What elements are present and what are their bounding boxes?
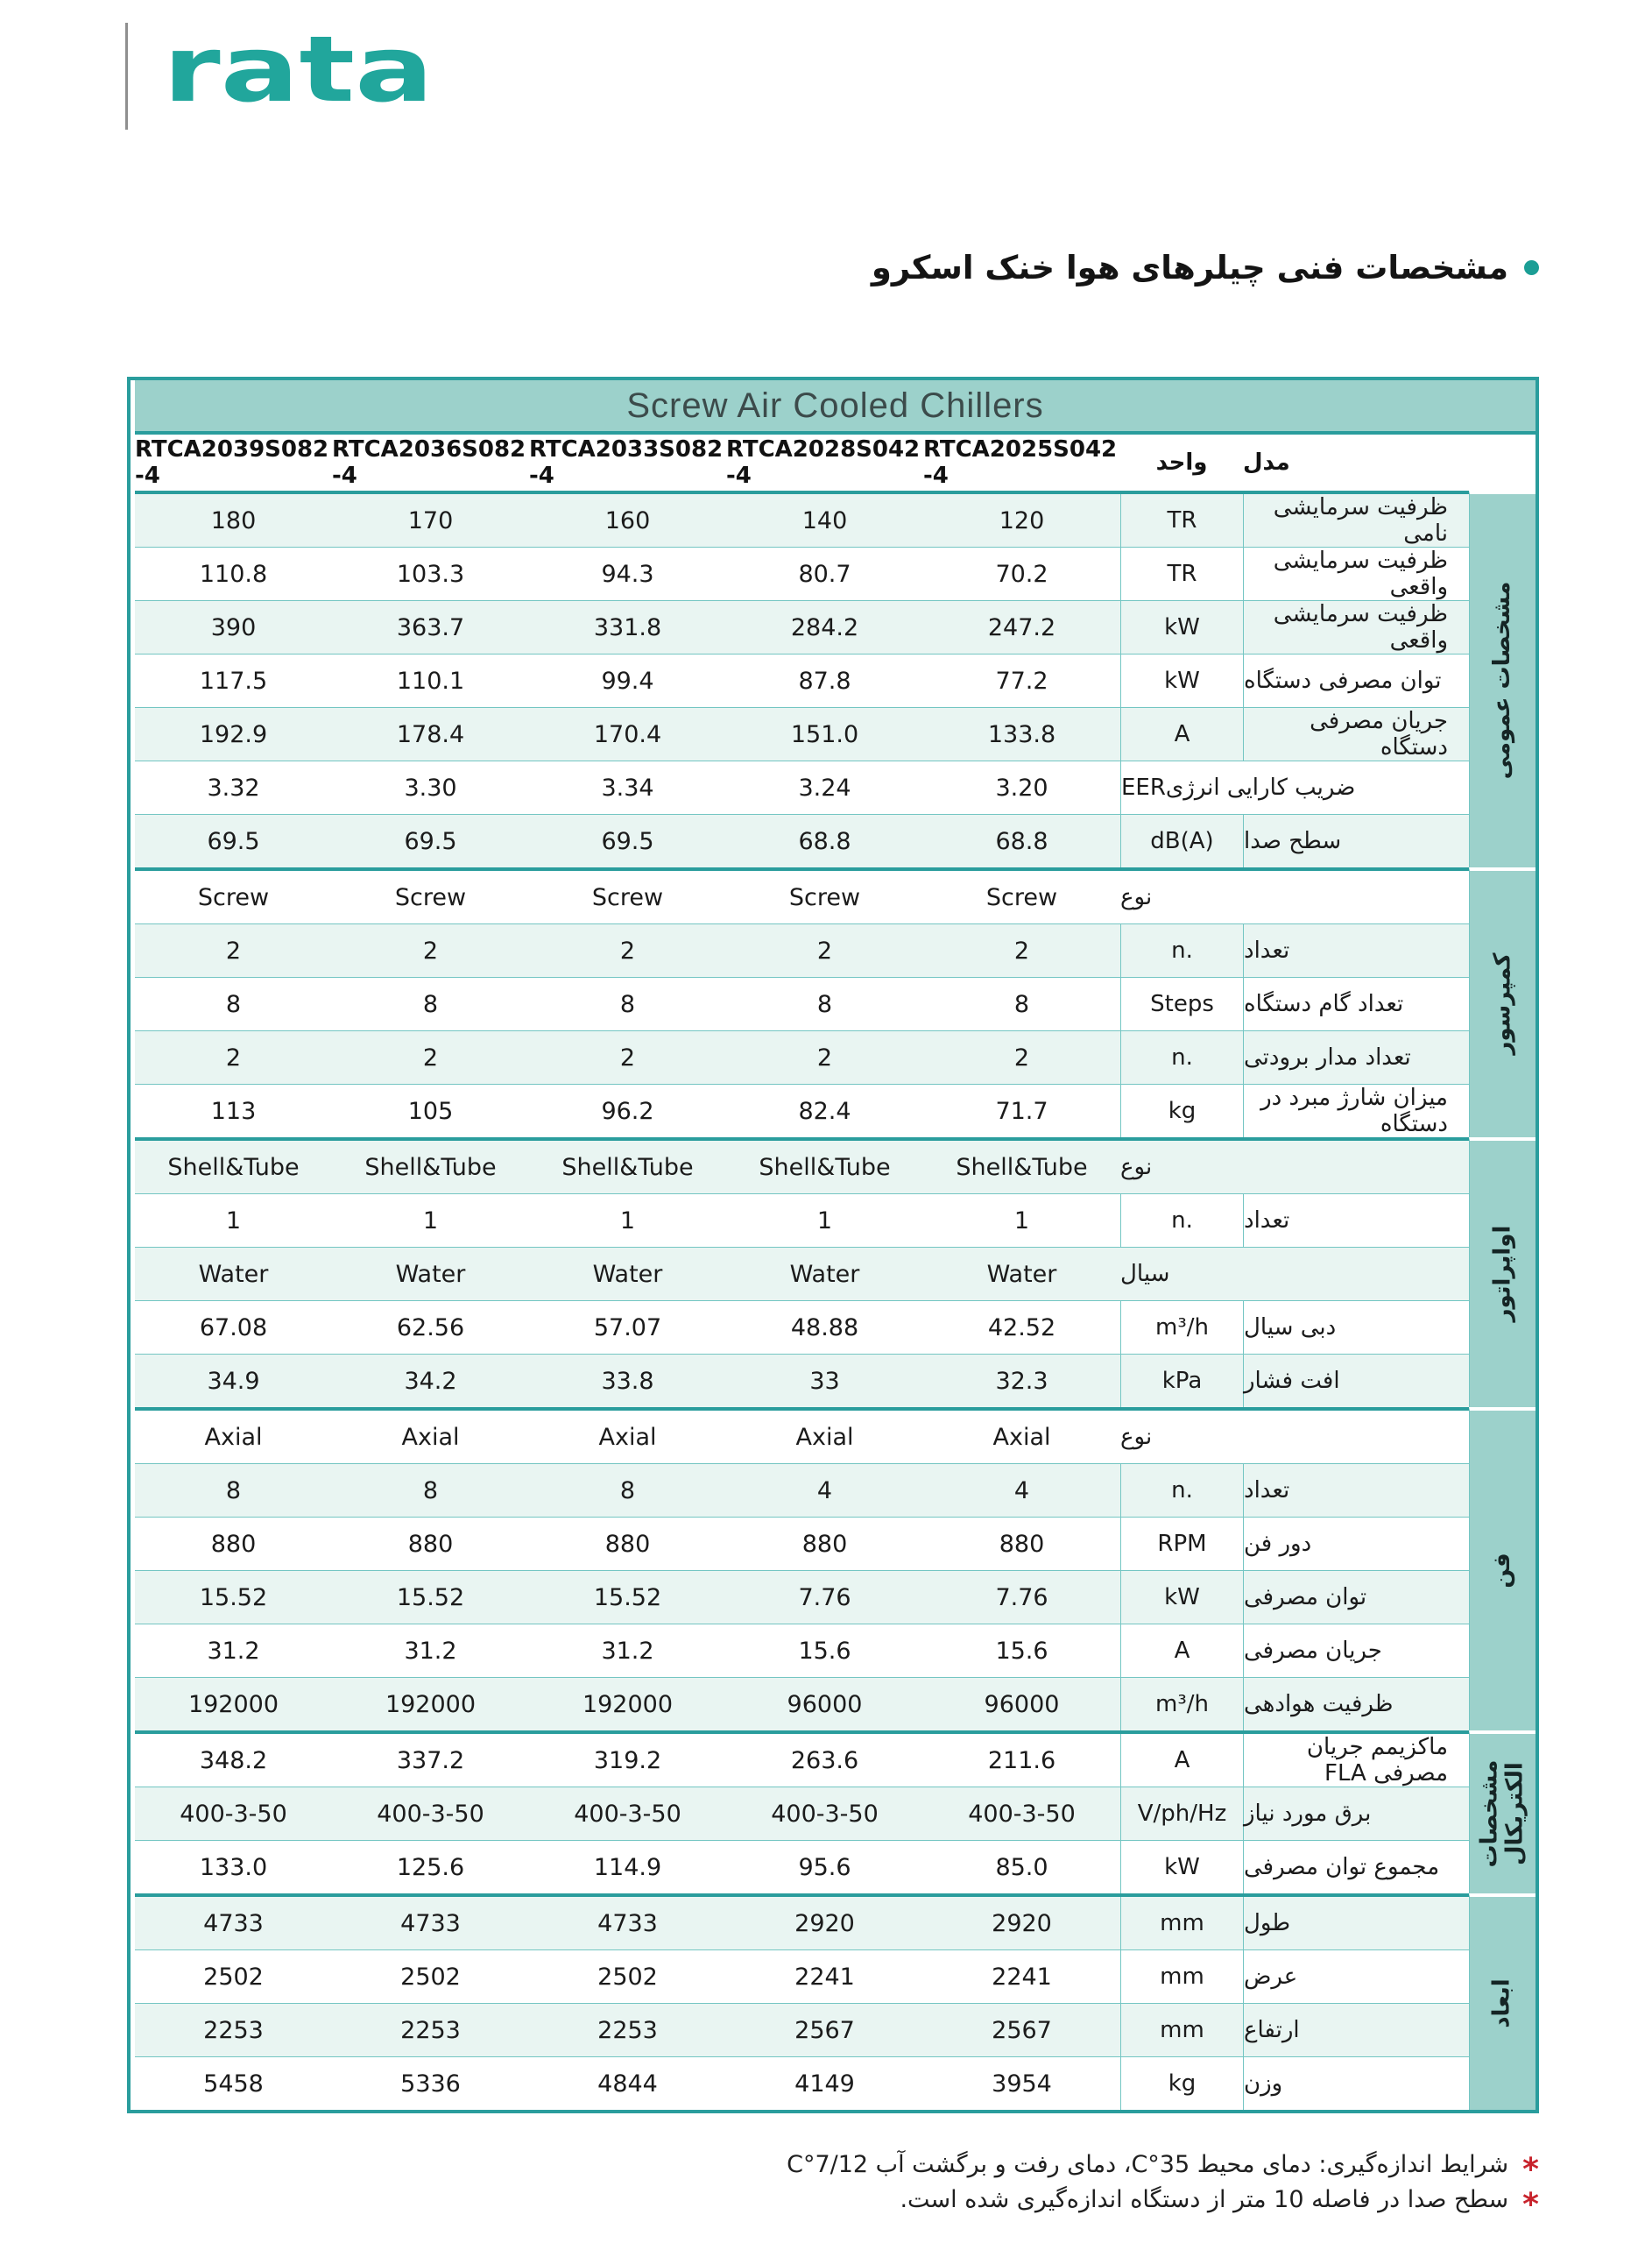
row-label: تعداد — [1243, 1464, 1469, 1517]
unit-cell: kW — [1120, 655, 1243, 707]
value-cell: 3.32 — [207, 774, 260, 802]
value-cell: 2241 — [992, 1963, 1052, 1991]
unit-cell: dB(A) — [1120, 815, 1243, 867]
row-label: جریان مصرفی دستگاه — [1243, 708, 1469, 761]
value-cell: 2502 — [203, 1963, 264, 1991]
unit-cell: A — [1120, 1734, 1243, 1787]
row-label: جریان مصرفی — [1243, 1624, 1469, 1677]
value-cell: Shell&Tube — [759, 1153, 891, 1181]
table-row — [135, 1084, 1469, 1137]
value-cell: 67.08 — [199, 1313, 268, 1341]
row-label: دبی سیال — [1243, 1301, 1469, 1354]
row-label: سطح صدا — [1243, 815, 1469, 867]
group-label: مشخصات عمومی — [1488, 582, 1515, 780]
value-cell: 400-3-50 — [968, 1800, 1076, 1828]
value-cell: 80.7 — [798, 560, 851, 588]
value-cell: Screw — [197, 883, 270, 911]
value-cell: Axial — [401, 1423, 460, 1451]
model-column-header: مدل — [1243, 449, 1290, 476]
page-title: مشخصات فنی چیلرهای هوا خنک اسکرو — [871, 249, 1508, 287]
row-label: برق مورد نیاز — [1243, 1787, 1469, 1840]
table-sections — [135, 491, 1536, 2110]
value-cell: 4733 — [203, 1909, 264, 1937]
unit-cell: A — [1120, 708, 1243, 761]
group-cell — [1469, 1730, 1536, 1893]
table-row — [135, 871, 1469, 923]
value-cell: 2 — [619, 937, 636, 965]
section — [135, 1730, 1536, 1893]
row-label: تعداد — [1243, 924, 1469, 977]
value-cell: 96.2 — [601, 1097, 654, 1125]
value-cell: Shell&Tube — [956, 1153, 1088, 1181]
footnote-text: شرایط اندازه‌گیری: دمای محیط 35°C، دمای رفت و برگشت آب 7/12°C — [787, 2151, 1509, 2178]
table-row — [135, 2056, 1469, 2110]
value-cell: 32.3 — [995, 1367, 1048, 1395]
value-cell: 110.1 — [396, 667, 465, 695]
value-cell: 211.6 — [987, 1746, 1056, 1774]
value-cell: 8 — [1013, 990, 1030, 1018]
table-row — [135, 600, 1469, 654]
value-cell: 31.2 — [601, 1637, 654, 1665]
row-label: طول — [1243, 1897, 1469, 1949]
value-cell: 2567 — [794, 2016, 855, 2044]
table-row — [135, 977, 1469, 1030]
unit-cell: kg — [1120, 2057, 1243, 2110]
value-cell: 69.5 — [207, 827, 260, 855]
value-cell: 2502 — [597, 1963, 658, 1991]
value-cell: 3.30 — [404, 774, 457, 802]
value-cell: 348.2 — [199, 1746, 268, 1774]
value-cell: 70.2 — [995, 560, 1048, 588]
unit-cell: TR — [1120, 494, 1243, 547]
value-cell: 33.8 — [601, 1367, 654, 1395]
value-cell: 160 — [604, 506, 651, 534]
row-label: نوع — [1120, 884, 1153, 910]
value-cell: Axial — [598, 1423, 657, 1451]
table-title: Screw Air Cooled Chillers — [135, 380, 1536, 435]
value-cell: 363.7 — [396, 613, 465, 641]
value-cell: 2 — [225, 937, 242, 965]
value-cell: 140 — [801, 506, 848, 534]
group-cell — [1469, 1137, 1536, 1407]
value-cell: 71.7 — [995, 1097, 1048, 1125]
table-row — [135, 707, 1469, 761]
value-cell: 69.5 — [404, 827, 457, 855]
table-row — [135, 761, 1469, 814]
value-cell: 95.6 — [798, 1853, 851, 1881]
value-cell: 8 — [816, 990, 833, 1018]
page-title-row — [872, 249, 1539, 287]
table-row — [135, 923, 1469, 977]
value-cell: 31.2 — [207, 1637, 260, 1665]
unit-cell: TR — [1120, 548, 1243, 600]
table-row — [135, 814, 1469, 867]
value-cell: 170.4 — [593, 720, 662, 748]
unit-cell: kW — [1120, 1571, 1243, 1624]
model-name: RTCA2028S042 -4 — [726, 436, 921, 489]
value-cell: 284.2 — [790, 613, 859, 641]
group-cell — [1469, 1893, 1536, 2110]
row-label: میزان شارژ مبرد در دستگاه — [1243, 1085, 1469, 1137]
model-header-row — [135, 435, 1536, 491]
value-cell: 1 — [1013, 1206, 1030, 1235]
value-cell: 120 — [999, 506, 1045, 534]
value-cell: 337.2 — [396, 1746, 465, 1774]
value-cell: 77.2 — [995, 667, 1048, 695]
value-cell: 192000 — [385, 1690, 477, 1718]
table-row — [135, 1677, 1469, 1730]
value-cell: 15.52 — [396, 1583, 465, 1611]
table-row — [135, 547, 1469, 600]
unit-cell: mm — [1120, 1950, 1243, 2003]
value-cell: 62.56 — [396, 1313, 465, 1341]
row-label: ارتفاع — [1243, 2004, 1469, 2056]
value-cell: 2920 — [992, 1909, 1052, 1937]
value-cell: 247.2 — [987, 613, 1056, 641]
row-label: توان مصرفی — [1243, 1571, 1469, 1624]
group-label: ابعاد — [1488, 1978, 1515, 2028]
value-cell: Water — [789, 1260, 860, 1288]
value-cell: 82.4 — [798, 1097, 851, 1125]
value-cell: 4733 — [597, 1909, 658, 1937]
unit-cell: kPa — [1120, 1355, 1243, 1407]
section — [135, 867, 1536, 1137]
value-cell: 400-3-50 — [574, 1800, 681, 1828]
value-cell: 99.4 — [601, 667, 654, 695]
section-rows — [135, 1137, 1469, 1407]
value-cell: 2 — [422, 1044, 439, 1072]
value-cell: 3.34 — [601, 774, 654, 802]
value-cell: 4149 — [794, 2070, 855, 2098]
value-cell: 1 — [619, 1206, 636, 1235]
value-cell: Axial — [992, 1423, 1051, 1451]
value-cell: 8 — [225, 990, 242, 1018]
value-cell: 2 — [1013, 937, 1030, 965]
row-label: ظرفیت سرمایشی واقعی — [1243, 548, 1469, 600]
table-row — [135, 1463, 1469, 1517]
table-row — [135, 654, 1469, 707]
section — [135, 1137, 1536, 1407]
row-label: نوع — [1120, 1424, 1153, 1450]
value-cell: Screw — [591, 883, 664, 911]
value-cell: 125.6 — [396, 1853, 465, 1881]
value-cell: Screw — [985, 883, 1058, 911]
value-cell: 33 — [809, 1367, 840, 1395]
value-cell: 96000 — [984, 1690, 1060, 1718]
value-cell: 68.8 — [995, 827, 1048, 855]
value-cell: 192000 — [582, 1690, 674, 1718]
table-row — [135, 1517, 1469, 1570]
value-cell: 2 — [422, 937, 439, 965]
table-row — [135, 1840, 1469, 1893]
value-cell: 4733 — [400, 1909, 461, 1937]
unit-cell: n. — [1120, 1194, 1243, 1247]
value-cell: 7.76 — [995, 1583, 1048, 1611]
value-cell: 2 — [1013, 1044, 1030, 1072]
value-cell: 2567 — [992, 2016, 1052, 2044]
value-cell: 400-3-50 — [377, 1800, 484, 1828]
value-cell: 1 — [422, 1206, 439, 1235]
unit-cell: Steps — [1120, 978, 1243, 1030]
value-cell: 15.52 — [593, 1583, 662, 1611]
unit-cell: V/ph/Hz — [1120, 1787, 1243, 1840]
table-row — [135, 1030, 1469, 1084]
table-row — [135, 2003, 1469, 2056]
value-cell: 57.07 — [593, 1313, 662, 1341]
value-cell: 880 — [801, 1530, 848, 1558]
value-cell: 192000 — [187, 1690, 279, 1718]
table-row — [135, 1247, 1469, 1300]
group-label: اواپراتور — [1488, 1226, 1515, 1322]
value-cell: 400-3-50 — [771, 1800, 879, 1828]
unit-cell: kW — [1120, 1841, 1243, 1893]
section — [135, 491, 1536, 867]
value-cell: 15.52 — [199, 1583, 268, 1611]
value-cell: 192.9 — [199, 720, 268, 748]
value-cell: 133.8 — [987, 720, 1056, 748]
value-cell: 110.8 — [199, 560, 268, 588]
unit-cell: kW — [1120, 601, 1243, 654]
model-name: RTCA2036S082 -4 — [332, 436, 526, 489]
value-cell: Water — [592, 1260, 663, 1288]
table-row — [135, 1570, 1469, 1624]
value-cell: 390 — [210, 613, 257, 641]
value-cell: 8 — [422, 990, 439, 1018]
value-cell: 133.0 — [199, 1853, 268, 1881]
value-cell: 34.9 — [207, 1367, 260, 1395]
value-cell: 1 — [816, 1206, 833, 1235]
value-cell: 96000 — [787, 1690, 863, 1718]
spec-table — [127, 377, 1539, 2113]
row-label: ماکزیمم جریان مصرفی FLA — [1243, 1734, 1469, 1787]
unit-cell: A — [1120, 1624, 1243, 1677]
unit-cell: n. — [1120, 1464, 1243, 1517]
group-cell — [1469, 1407, 1536, 1730]
value-cell: 8 — [619, 990, 636, 1018]
value-cell: 87.8 — [798, 667, 851, 695]
value-cell: 3.24 — [798, 774, 851, 802]
row-label: تعداد مدار برودتی — [1243, 1031, 1469, 1084]
footnote-line: سطح صدا در فاصله 10 متر از دستگاه اندازه‌گیری شده است. * — [900, 2186, 1539, 2223]
section — [135, 1893, 1536, 2110]
table-row — [135, 1300, 1469, 1354]
value-cell: 15.6 — [995, 1637, 1048, 1665]
value-cell: Water — [986, 1260, 1057, 1288]
value-cell: 319.2 — [593, 1746, 662, 1774]
value-cell: 114.9 — [593, 1853, 662, 1881]
unit-cell: n. — [1120, 924, 1243, 977]
value-cell: 8 — [225, 1476, 242, 1504]
table-row — [135, 1624, 1469, 1677]
value-cell: Shell&Tube — [561, 1153, 694, 1181]
row-label: ضریب کارایی انرژیEER — [1120, 761, 1469, 814]
row-label: افت فشار — [1243, 1355, 1469, 1407]
row-label: ظرفیت هوادهی — [1243, 1678, 1469, 1730]
value-cell: 2 — [816, 937, 833, 965]
value-cell: Shell&Tube — [167, 1153, 300, 1181]
unit-column-header: واحد — [1155, 449, 1208, 476]
footnotes — [787, 2151, 1539, 2221]
value-cell: 2 — [225, 1044, 242, 1072]
row-label: ظرفیت سرمایشی واقعی — [1243, 601, 1469, 654]
value-cell: Water — [198, 1260, 269, 1288]
section — [135, 1407, 1536, 1730]
footnote-text: سطح صدا در فاصله 10 متر از دستگاه اندازه‌گیری شده است. — [900, 2186, 1509, 2213]
value-cell: 880 — [210, 1530, 257, 1558]
unit-cell: n. — [1120, 1031, 1243, 1084]
logo-text: rata — [163, 16, 434, 123]
value-cell: 103.3 — [396, 560, 465, 588]
value-cell: Axial — [795, 1423, 854, 1451]
row-label: ظرفیت سرمایشی نامی — [1243, 494, 1469, 547]
value-cell: 880 — [407, 1530, 454, 1558]
row-label: توان مصرفی دستگاه — [1243, 655, 1469, 707]
value-cell: 180 — [210, 506, 257, 534]
value-cell: 4 — [816, 1476, 833, 1504]
value-cell: 68.8 — [798, 827, 851, 855]
value-cell: 2253 — [203, 2016, 264, 2044]
value-cell: 1 — [225, 1206, 242, 1235]
value-cell: 42.52 — [987, 1313, 1056, 1341]
value-cell: 880 — [999, 1530, 1045, 1558]
value-cell: 2502 — [400, 1963, 461, 1991]
value-cell: 117.5 — [199, 667, 268, 695]
value-cell: Screw — [788, 883, 861, 911]
value-cell: Shell&Tube — [364, 1153, 497, 1181]
value-cell: 105 — [407, 1097, 454, 1125]
value-cell: 2253 — [597, 2016, 658, 2044]
value-cell: Axial — [204, 1423, 263, 1451]
value-cell: 7.76 — [798, 1583, 851, 1611]
unit-cell: mm — [1120, 1897, 1243, 1949]
group-label: کمپرسور — [1488, 952, 1515, 1056]
section-rows — [135, 491, 1469, 867]
value-cell: 34.2 — [404, 1367, 457, 1395]
group-cell — [1469, 867, 1536, 1137]
value-cell: 5458 — [203, 2070, 264, 2098]
group-label: مشخصات الکتریکال — [1476, 1759, 1528, 1868]
value-cell: 263.6 — [790, 1746, 859, 1774]
table-row — [135, 494, 1469, 547]
value-cell: 31.2 — [404, 1637, 457, 1665]
table-row — [135, 1949, 1469, 2003]
table-row — [135, 1141, 1469, 1193]
table-row — [135, 1354, 1469, 1407]
row-label: وزن — [1243, 2057, 1469, 2110]
value-cell: 4 — [1013, 1476, 1030, 1504]
row-label: تعداد گام دستگاه — [1243, 978, 1469, 1030]
row-label: نوع — [1120, 1154, 1153, 1180]
model-name: RTCA2039S082 -4 — [135, 436, 329, 489]
section-rows — [135, 867, 1469, 1137]
value-cell: 2 — [816, 1044, 833, 1072]
value-cell: 48.88 — [790, 1313, 859, 1341]
value-cell: 2920 — [794, 1909, 855, 1937]
value-cell: 94.3 — [601, 560, 654, 588]
group-label: فن — [1488, 1553, 1515, 1588]
value-cell: 400-3-50 — [180, 1800, 287, 1828]
section-rows — [135, 1407, 1469, 1730]
unit-cell: RPM — [1120, 1518, 1243, 1570]
row-label: عرض — [1243, 1950, 1469, 2003]
model-name: RTCA2025S042 -4 — [923, 436, 1118, 489]
table-row — [135, 1411, 1469, 1463]
logo-divider — [125, 23, 128, 130]
row-label: سیال — [1120, 1261, 1170, 1287]
value-cell: 69.5 — [601, 827, 654, 855]
row-label: مجموع توان مصرفی — [1243, 1841, 1469, 1893]
unit-cell: mm — [1120, 2004, 1243, 2056]
value-cell: 85.0 — [995, 1853, 1048, 1881]
table-row — [135, 1193, 1469, 1247]
value-cell: 4844 — [597, 2070, 658, 2098]
model-name: RTCA2033S082 -4 — [529, 436, 724, 489]
section-rows — [135, 1730, 1469, 1893]
value-cell: 178.4 — [396, 720, 465, 748]
unit-cell: kg — [1120, 1085, 1243, 1137]
value-cell: 170 — [407, 506, 454, 534]
value-cell: 3.20 — [995, 774, 1048, 802]
group-cell — [1469, 491, 1536, 867]
value-cell: 5336 — [400, 2070, 461, 2098]
row-label: دور فن — [1243, 1518, 1469, 1570]
value-cell: 151.0 — [790, 720, 859, 748]
unit-cell: m³/h — [1120, 1301, 1243, 1354]
value-cell: Screw — [394, 883, 467, 911]
value-cell: 113 — [210, 1097, 257, 1125]
title-bullet-icon — [1524, 260, 1539, 275]
value-cell: 15.6 — [798, 1637, 851, 1665]
value-cell: 880 — [604, 1530, 651, 1558]
value-cell: 8 — [619, 1476, 636, 1504]
table-row — [135, 1787, 1469, 1840]
table-row — [135, 1897, 1469, 1949]
value-cell: 331.8 — [593, 613, 662, 641]
value-cell: 2 — [619, 1044, 636, 1072]
footnote-line: شرایط اندازه‌گیری: دمای محیط 35°C، دمای رفت و برگشت آب 7/12°C * — [787, 2151, 1539, 2188]
table-row — [135, 1734, 1469, 1787]
value-cell: 8 — [422, 1476, 439, 1504]
value-cell: 2241 — [794, 1963, 855, 1991]
value-cell: 2253 — [400, 2016, 461, 2044]
section-rows — [135, 1893, 1469, 2110]
value-cell: 3954 — [992, 2070, 1052, 2098]
unit-cell: m³/h — [1120, 1678, 1243, 1730]
row-label: تعداد — [1243, 1194, 1469, 1247]
value-cell: Water — [395, 1260, 466, 1288]
